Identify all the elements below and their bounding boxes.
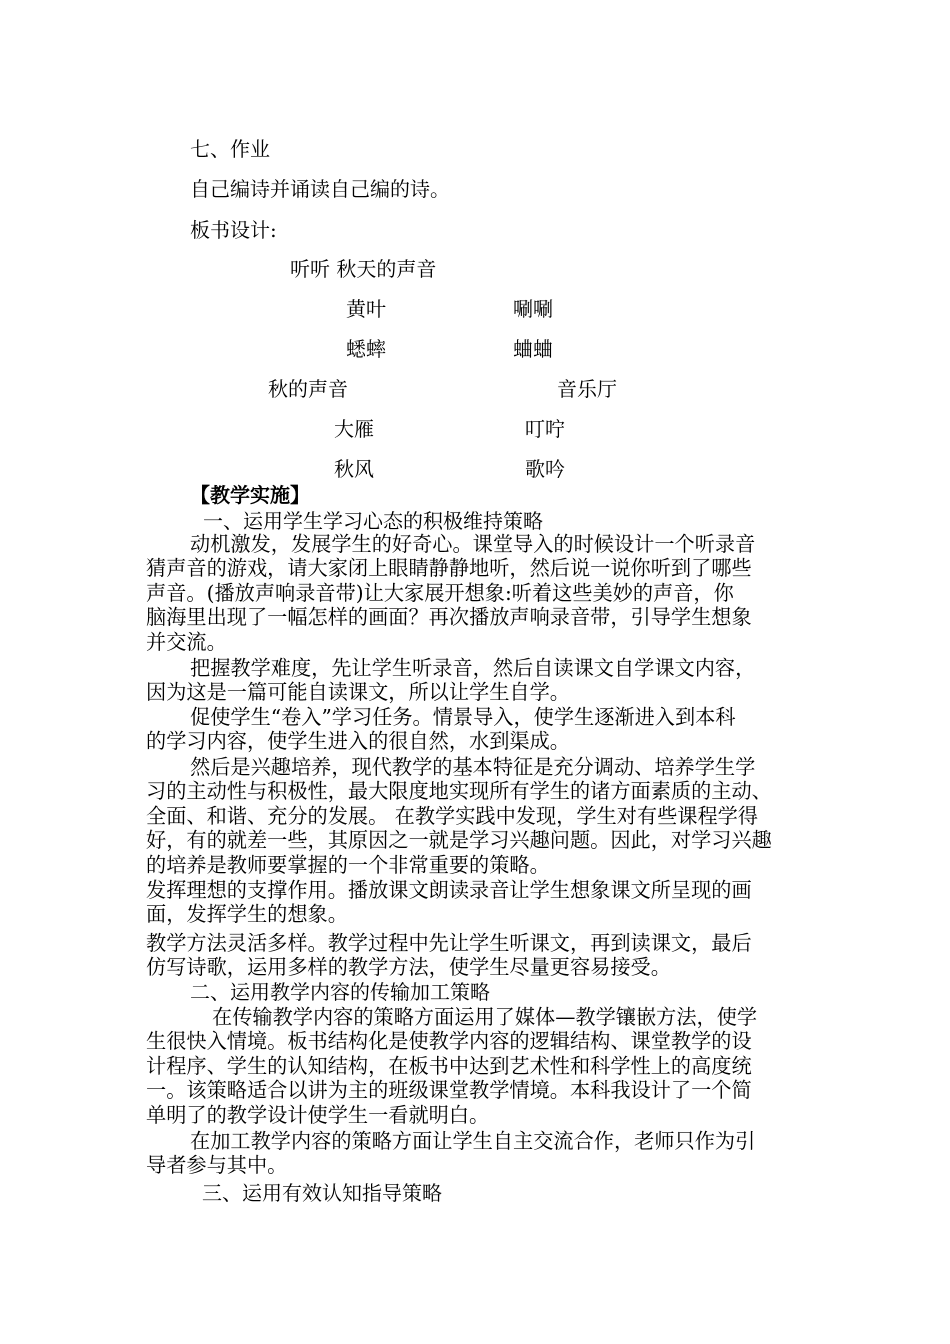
board-design-label: 板书设计: [190, 218, 277, 242]
paragraph-line: 把握教学难度，先让学生听录音，然后自读课文自学课文内容， [190, 656, 756, 680]
board-item: 蛐蛐 [513, 337, 553, 361]
paragraph-line: 在加工教学内容的策略方面让学生自主交流合作，老师只作为引 [190, 1129, 756, 1153]
paragraph-line: 导者参与其中。 [146, 1153, 288, 1178]
paragraph-line: 声音。(播放声响录音带)让大家展开想象:听着这些美妙的声音，你 [146, 580, 734, 605]
paragraph-line: 脑海里出现了一幅怎样的画面？再次播放声响录音带，引导学生想象 [146, 605, 752, 630]
board-item: 大雁 [334, 417, 374, 441]
board-title: 听听 秋天的声音 [290, 257, 437, 281]
paragraph-line: 面，发挥学生的想象。 [146, 902, 348, 927]
implementation-title: 【教学实施】 [190, 483, 310, 507]
paragraph-line: 因为这是一篇可能自读课文，所以让学生自学。 [146, 680, 570, 705]
board-item: 唰唰 [513, 297, 553, 321]
paragraph-interest [146, 755, 822, 877]
paragraph-content-processing [146, 1129, 822, 1178]
paragraph-content-transfer [146, 1005, 822, 1127]
paragraph-line: 仿写诗歌，运用多样的教学方法，使学生尽量更容易接受。 [146, 955, 671, 980]
paragraph-line: 生很快入情境。板书结构化是使教学内容的逻辑结构、课堂教学的设 [146, 1029, 752, 1054]
board-item: 秋风 [334, 457, 374, 481]
section-heading: 三、运用有效认知指导策略 [202, 1181, 442, 1205]
paragraph-involvement [146, 705, 822, 754]
paragraph-line: 然后是兴趣培养，现代教学的基本特征是充分调动、培养学生学 [190, 755, 756, 779]
paragraph-line: 的学习内容，使学生进入的很自然，水到渠成。 [146, 729, 570, 754]
paragraph-imagination [146, 878, 822, 927]
paragraph-line: 一。该策略适合以讲为主的班级课堂教学情境。本科我设计了一个简 [146, 1078, 752, 1103]
section-heading: 一、运用学生学习心态的积极维持策略 [203, 509, 543, 533]
paragraph-difficulty [146, 656, 822, 705]
board-center-right: 音乐厅 [557, 377, 617, 401]
paragraph-line: 计程序、学生的认知结构，在板书中达到艺术性和科学性上的高度统 [146, 1053, 752, 1078]
paragraph-line: 单明了的教学设计使学生一看就明白。 [146, 1102, 490, 1127]
paragraph-line: 动机激发，发展学生的好奇心。课堂导入的时候设计一个听录音 [190, 532, 756, 556]
board-item: 叮咛 [525, 417, 565, 441]
paragraph-line: 促使学生“卷入”学习任务。情景导入，使学生逐渐进入到本科 [190, 705, 736, 729]
paragraph-line: 的培养是教师要掌握的一个非常重要的策略。 [146, 852, 550, 877]
paragraph-line: 习的主动性与积极性，最大限度地实现所有学生的诸方面素质的主动、 [146, 779, 772, 804]
paragraph-line: 教学方法灵活多样。教学过程中先让学生听课文，再到读课文，最后 [146, 931, 752, 955]
homework-text: 自己编诗并诵读自己编的诗。 [190, 177, 450, 201]
board-item: 黄叶 [346, 297, 386, 321]
paragraph-line: 全面、和谐、充分的发展。 在教学实践中发现，学生对有些课程学得 [146, 803, 759, 828]
homework-heading: 七、作业 [190, 137, 270, 161]
paragraph-methods [146, 931, 822, 980]
paragraph-motivation [146, 532, 822, 654]
paragraph-line: 并交流。 [146, 629, 227, 654]
paragraph-line: 好，有的就差一些，其原因之一就是学习兴趣问题。因此，对学习兴趣 [146, 828, 772, 853]
section-heading: 二、运用教学内容的传输加工策略 [190, 980, 490, 1004]
board-center-left: 秋的声音 [268, 377, 348, 401]
paragraph-line: 猜声音的游戏，请大家闭上眼睛静静地听，然后说一说你听到了哪些 [146, 556, 752, 581]
board-item: 蟋蟀 [346, 337, 386, 361]
paragraph-line: 发挥理想的支撑作用。播放课文朗读录音让学生想象课文所呈现的画 [146, 878, 752, 902]
board-item: 歌吟 [525, 457, 565, 481]
paragraph-line: 在传输教学内容的策略方面运用了媒体—教学镶嵌方法，使学 [212, 1005, 758, 1029]
